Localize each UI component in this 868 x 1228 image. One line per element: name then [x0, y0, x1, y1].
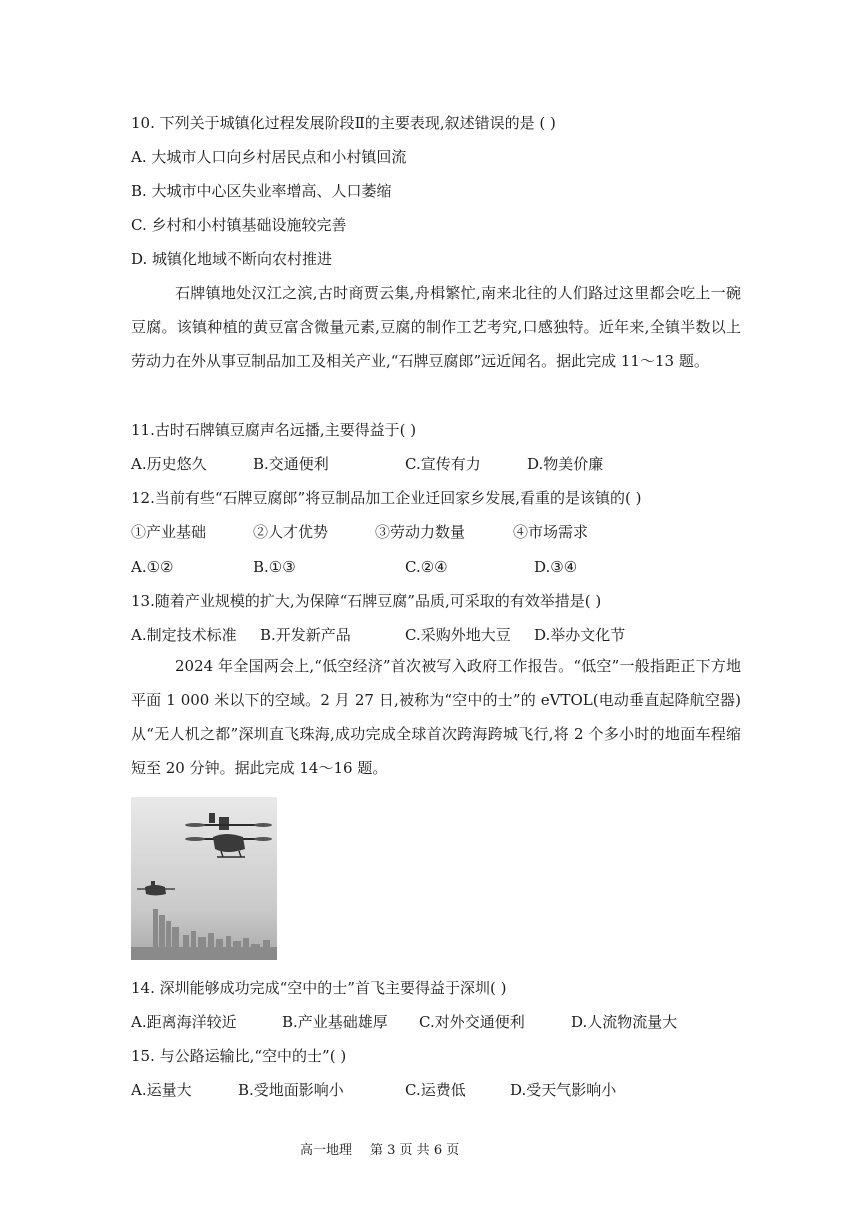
q12-option-a: A.①② — [131, 558, 174, 576]
page-footer — [300, 1139, 477, 1158]
q12-item-3: ③劳动力数量 — [375, 523, 466, 541]
q11-option-a: A.历史悠久 — [131, 455, 207, 473]
passage-shipai-tofu: 石牌镇地处汉江之滨,古时商贾云集,舟楫繁忙,南来北往的人们路过这里都会吃上一碗豆腐。该镇种植的黄豆富含微量元素,豆腐的制作工艺考究,口感独特。近年来,全镇半数以上劳动力在外从事豆制品加工及相关产业,“石牌豆腐郎”远近闻名。据此完成 11～13 题。 — [131, 284, 741, 370]
q15-option-d: D.受天气影响小 — [510, 1081, 617, 1099]
q15-stem: 15. 与公路运输比,“空中的士”( ) — [131, 1047, 347, 1065]
q14-option-c: C.对外交通便利 — [419, 1013, 525, 1031]
footer-page-number: 第 3 页 共 6 页 — [370, 1143, 460, 1158]
q12-item-2: ②人才优势 — [253, 523, 329, 541]
q12-option-b: B.①③ — [253, 558, 296, 576]
q11-stem: 11.古时石牌镇豆腐声名远播,主要得益于( ) — [131, 421, 417, 439]
q10-stem: 10. 下列关于城镇化过程发展阶段Ⅱ的主要表现,叙述错误的是 ( ) — [131, 114, 556, 132]
q15-option-c: C.运费低 — [405, 1081, 466, 1099]
q11-option-d: D.物美价廉 — [527, 455, 604, 473]
q15-option-a: A.运量大 — [131, 1081, 192, 1099]
q12-option-d: D.③④ — [534, 558, 578, 576]
q10-option-a: A. 大城市人口向乡村居民点和小村镇回流 — [131, 148, 407, 166]
q10-option-c: C. 乡村和小村镇基础设施较完善 — [131, 216, 347, 234]
q11-option-b: B.交通便利 — [253, 455, 329, 473]
q12-item-1: ①产业基础 — [131, 523, 207, 541]
evtol-photo — [131, 797, 277, 960]
passage-low-altitude-economy: 2024 年全国两会上,“低空经济”首次被写入政府工作报告。“低空”一般指距正下方地平面 1 000 米以下的空域。2 月 27 日,被称为“空中的士”的 eVTOL(电动垂直起降航空器)从“无人机之都”深圳直飞珠海,成功完成全球首次跨海跨城飞行,将 2 个多小时的地面车程缩短至 20 分钟。据此完成 14～16 题。 — [131, 657, 741, 777]
q10-option-d: D. 城镇化地域不断向农村推进 — [131, 250, 333, 268]
q11-option-c: C.宣传有力 — [405, 455, 481, 473]
q15-option-b: B.受地面影响小 — [238, 1081, 344, 1099]
q14-option-d: D.人流物流量大 — [571, 1013, 678, 1031]
q13-option-c: C.采购外地大豆 — [405, 626, 511, 644]
footer-subject: 高一地理 — [300, 1143, 353, 1158]
q12-option-c: C.②④ — [405, 558, 448, 576]
q13-option-a: A.制定技术标准 — [131, 626, 237, 644]
q14-stem: 14. 深圳能够成功完成“空中的士”首飞主要得益于深圳( ) — [131, 979, 507, 997]
q12-stem: 12.当前有些“石牌豆腐郎”将豆制品加工企业迁回家乡发展,看重的是该镇的( ) — [131, 489, 642, 507]
q10-option-b: B. 大城市中心区失业率增高、人口萎缩 — [131, 182, 392, 200]
q14-option-b: B.产业基础雄厚 — [282, 1013, 388, 1031]
q13-stem: 13.随着产业规模的扩大,为保障“石牌豆腐”品质,可采取的有效举措是( ) — [131, 592, 602, 610]
q13-option-d: D.举办文化节 — [534, 626, 626, 644]
q14-option-a: A.距离海洋较近 — [131, 1013, 237, 1031]
q13-option-b: B.开发新产品 — [260, 626, 351, 644]
q12-item-4: ④市场需求 — [513, 523, 589, 541]
